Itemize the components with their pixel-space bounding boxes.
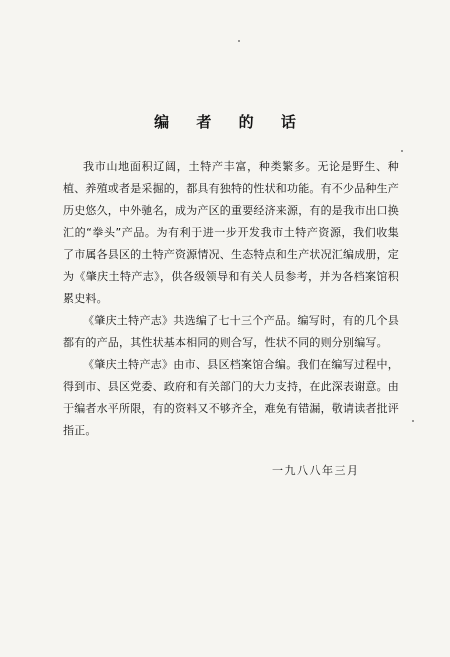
page-title: 编 者 的 话 [154,113,307,131]
scan-speck [238,40,240,42]
signature-date: 一九八八年三月 [272,464,360,477]
paragraph-3: 《肇庆土特产志》由市、县区档案馆合编。我们在编写过程中，得到市、县区党委、政府和有关部门的大力支持，在此深表谢意。由于编者水平所限，有的资料又不够齐全，难免有错漏，敬请读者批评指正。 [63,358,399,437]
document-body [63,156,399,442]
paragraph-1: 我市山地面积辽阔，土特产丰富，种类繁多。无论是野生、种植、养殖或者是采掘的，都具有独特的性状和功能。有不少品种生产历史悠久，中外驰名，成为产区的重要经济来源，有的是我市出口换汇的“拳头”产品。为有利于进一步开发我市土特产资源，我们收集了市属各县区的土特产资源情况、生态特点和生产状况汇编成册，定为《肇庆土特产志》，供各级领导和有关人员参考，并为各档案馆积累史料。 [63,160,399,305]
scan-speck [401,150,403,152]
scan-speck [412,420,414,422]
paragraph-2: 《肇庆土特产志》共选编了七十三个产品。编写时，有的几个县都有的产品，其性状基本相同的则合写，性状不同的则分别编写。 [63,314,399,349]
